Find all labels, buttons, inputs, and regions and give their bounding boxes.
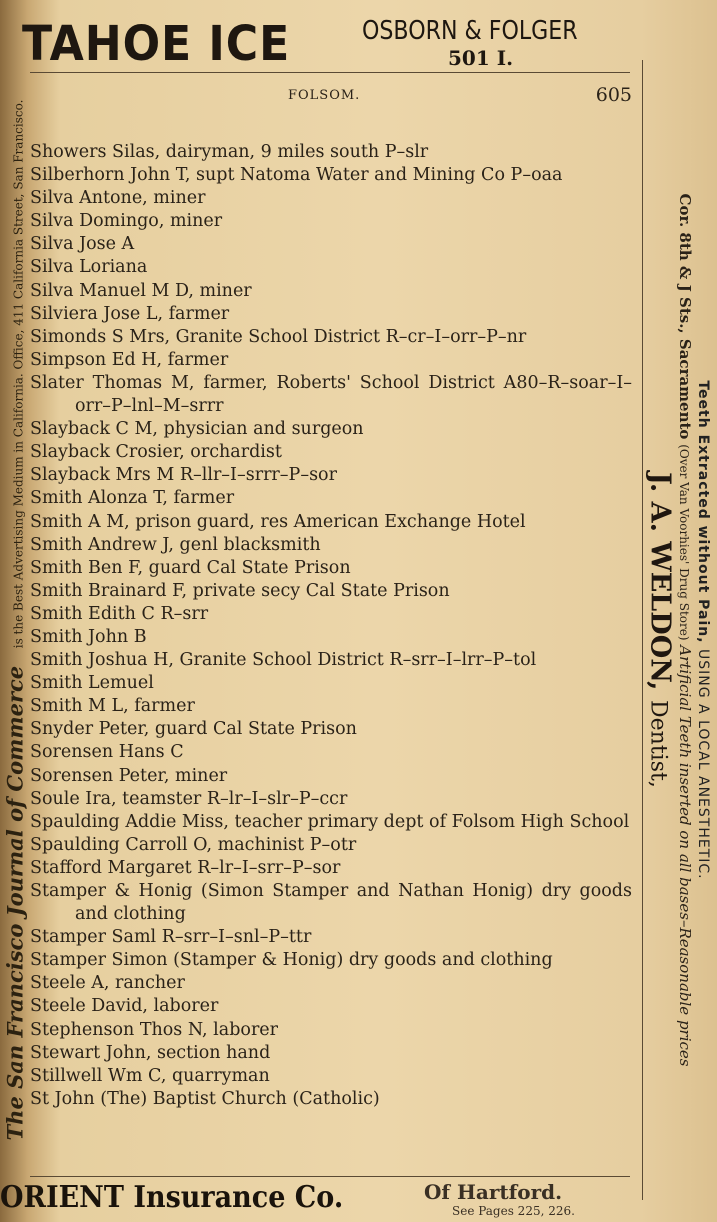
right-rule [642,60,643,1200]
hartford-text: Of Hartford. [424,1180,563,1204]
directory-entry: Steele A, rancher [30,973,185,994]
teeth-extracted-line: Teeth Extracted without Pain, [695,380,711,644]
directory-entry: Smith John B [30,626,147,647]
top-rule [30,72,630,73]
directory-entry: Smith A M, prison guard, res American Exchange Hotel [30,511,526,532]
directory-entry: Simpson Ed H, farmer [30,349,229,370]
directory-entry: Sorensen Peter, miner [30,765,228,786]
directory-entry: Silva Domingo, miner [30,211,223,232]
directory-entry: Simonds S Mrs, Granite School District R–cr–I–orr–P–nr [30,326,527,347]
running-head: FOLSOM. [288,88,361,103]
directory-entry: Soule Ira, teamster R–lr–I–slr–P–ccr [30,788,348,809]
directory-entry: St John (The) Baptist Church (Catholic) [30,1088,380,1109]
directory-entry: Spaulding Addie Miss, teacher primary dept of Folsom High School [30,811,630,832]
directory-entry: Stamper Saml R–srr–I–snl–P–ttr [30,927,312,948]
osborn-folger-advert: OSBORN & FOLGER [362,16,578,46]
directory-entry: Slayback Mrs M R–llr–I–srrr–P–sor [30,465,337,486]
directory-entry: Stephenson Thos N, laborer [30,1019,279,1040]
directory-entry: Silva Jose A [30,234,135,255]
directory-entry: Smith Ben F, guard Cal State Prison [30,557,351,578]
directory-entry: Silva Manuel M D, miner [30,280,252,301]
directory-entry: Silviera Jose L, farmer [30,303,230,324]
anesthetic-line: USING A LOCAL ANESTHETIC. [695,649,711,880]
tahoe-ice-advert: TAHOE ICE [22,16,291,72]
directory-entry: Stamper & Honig (Simon Stamper and Nathan Honig) dry goods and clothing [30,881,632,925]
header-banner-advert [22,10,642,72]
directory-entry: Slayback C M, physician and surgeon [30,419,364,440]
directory-entry: Stewart John, section hand [30,1042,271,1063]
directory-entry: Silva Antone, miner [30,188,206,209]
directory-entries [30,141,632,1111]
journal-office-line: is the Best Advertising Medium in California. Office, 411 California Street, San Francisco. [11,99,26,649]
directory-entry: Smith Andrew J, genl blacksmith [30,534,321,555]
directory-entry: Spaulding Carroll O, machinist P–otr [30,834,357,855]
directory-entry: Slayback Crosier, orchardist [30,442,282,463]
weldon-address: Cor. 8th & J Sts., Sacramento [676,193,694,440]
drug-store-note: (Over Van Voorhies' Drug Store) [677,444,691,641]
page-number: 605 [595,84,632,106]
dentist-title: Dentist, [645,699,671,788]
directory-entry: Smith Brainard F, private secy Cal State Prison [30,580,450,601]
banner-address: 501 I. [448,46,514,70]
directory-entry: Smith Joshua H, Granite School District R–srr–I–lrr–P–tol [30,650,537,671]
directory-entry: Slater Thomas M, farmer, Roberts' School District A80–R–soar–I–orr–P–lnl–M–srrr [30,372,632,417]
directory-entry: Steele David, laborer [30,996,219,1017]
directory-entry: Silva Loriana [30,257,148,278]
directory-entry: Showers Silas, dairyman, 9 miles south P–slr [30,142,429,162]
page-header [30,86,632,108]
directory-entry: Smith Edith C R–srr [30,603,209,624]
footer-advert [0,1178,717,1222]
directory-entry: Stamper Simon (Stamper & Honig) dry goods and clothing [30,950,553,971]
right-margin-advert [636,60,717,1200]
directory-entry: Stafford Margaret R–lr–I–srr–P–sor [30,857,341,878]
left-margin-advert [0,60,30,1180]
see-pages-text: See Pages 225, 226. [452,1204,575,1218]
directory-entry: Silberhorn John T, supt Natoma Water and Mining Co P–oaa [30,165,563,186]
journal-of-commerce-advert: The San Francisco Journal of Commerce [2,665,28,1141]
artificial-teeth-line: Artificial Teeth inserted on all bases–Reasonable prices [676,645,694,1067]
directory-entry: Smith M L, farmer [30,696,195,717]
directory-entry: Stillwell Wm C, quarryman [30,1065,270,1086]
directory-entry: Snyder Peter, guard Cal State Prison [30,719,357,740]
bottom-rule [30,1176,630,1177]
directory-entry: Sorensen Hans C [30,742,184,763]
directory-entry: Smith Lemuel [30,673,154,694]
orient-insurance-advert: ORIENT Insurance Co. [0,1180,344,1215]
directory-entry: Smith Alonza T, farmer [30,488,235,509]
weldon-name: J. A. WELDON, [644,472,676,691]
